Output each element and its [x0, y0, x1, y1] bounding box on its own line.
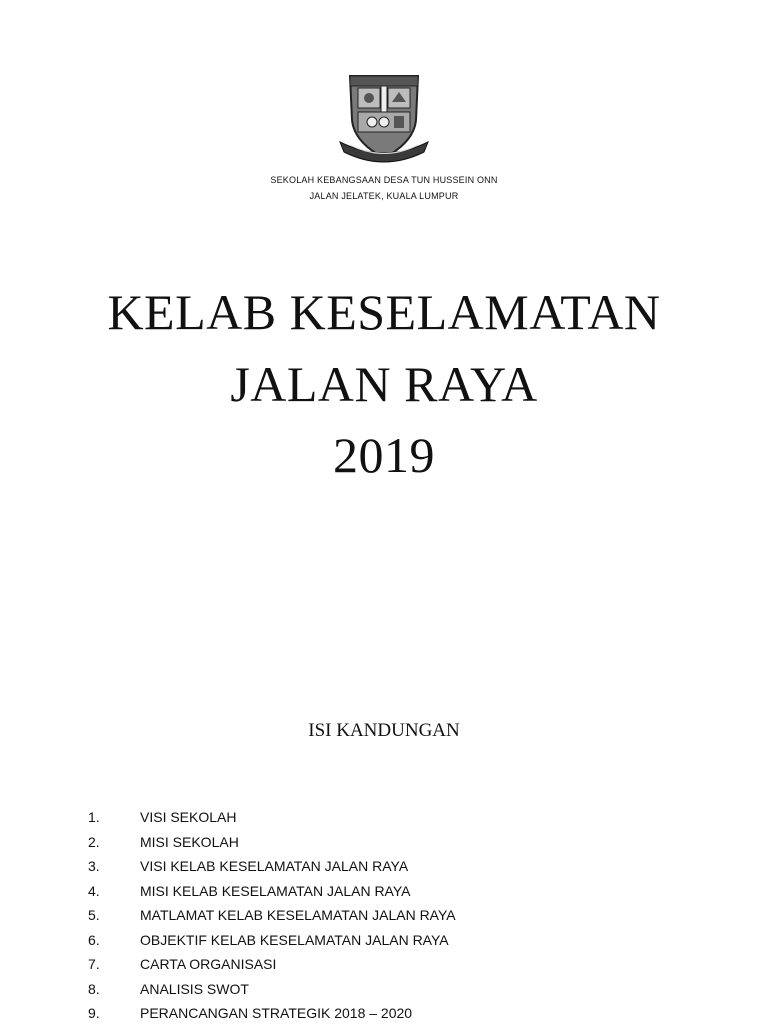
- toc-item: [88, 830, 456, 855]
- toc-heading: ISI KANDUNGAN: [308, 720, 460, 741]
- toc-item: [88, 805, 456, 830]
- toc-item: [88, 952, 456, 977]
- document-title-line-2: JALAN RAYA: [230, 356, 538, 412]
- school-name: SEKOLAH KEBANGSAAN DESA TUN HUSSEIN ONN: [270, 175, 498, 185]
- toc-item-number: 9.: [88, 1005, 100, 1021]
- toc-item-number: 4.: [88, 882, 100, 899]
- toc-item: [88, 879, 456, 904]
- toc-item: [88, 903, 456, 928]
- document-title-year: 2019: [333, 427, 435, 483]
- toc-item-label: ANALISIS SWOT: [140, 980, 249, 997]
- toc-item-label: CARTA ORGANISASI: [140, 956, 277, 972]
- toc-item-number: 5.: [88, 907, 100, 923]
- toc-item: [88, 977, 456, 1002]
- toc-item-number: 7.: [88, 956, 100, 972]
- toc-item-label: MISI KELAB KESELAMATAN JALAN RAYA: [140, 882, 411, 899]
- toc-item: [88, 1001, 456, 1026]
- school-crest-icon: [336, 72, 432, 168]
- toc-item-number: 3.: [88, 858, 100, 874]
- document-title-line-1: KELAB KESELAMATAN: [107, 284, 661, 340]
- toc-item-number: 8.: [88, 980, 100, 997]
- toc-item-label: VISI SEKOLAH: [140, 809, 237, 825]
- toc-item-label: MATLAMAT KELAB KESELAMATAN JALAN RAYA: [140, 907, 456, 923]
- toc-item-number: 6.: [88, 931, 100, 948]
- toc-item: [88, 854, 456, 879]
- toc-item-number: 1.: [88, 809, 100, 825]
- toc-item: [88, 928, 456, 953]
- toc-item-label: MISI SEKOLAH: [140, 833, 239, 850]
- toc-item-number: 2.: [88, 833, 100, 850]
- table-of-contents: [88, 805, 456, 1026]
- toc-item-label: PERANCANGAN STRATEGIK 2018 – 2020: [140, 1005, 413, 1021]
- toc-item-label: VISI KELAB KESELAMATAN JALAN RAYA: [140, 858, 409, 874]
- toc-item-label: OBJEKTIF KELAB KESELAMATAN JALAN RAYA: [140, 931, 449, 948]
- school-address: JALAN JELATEK, KUALA LUMPUR: [309, 191, 459, 201]
